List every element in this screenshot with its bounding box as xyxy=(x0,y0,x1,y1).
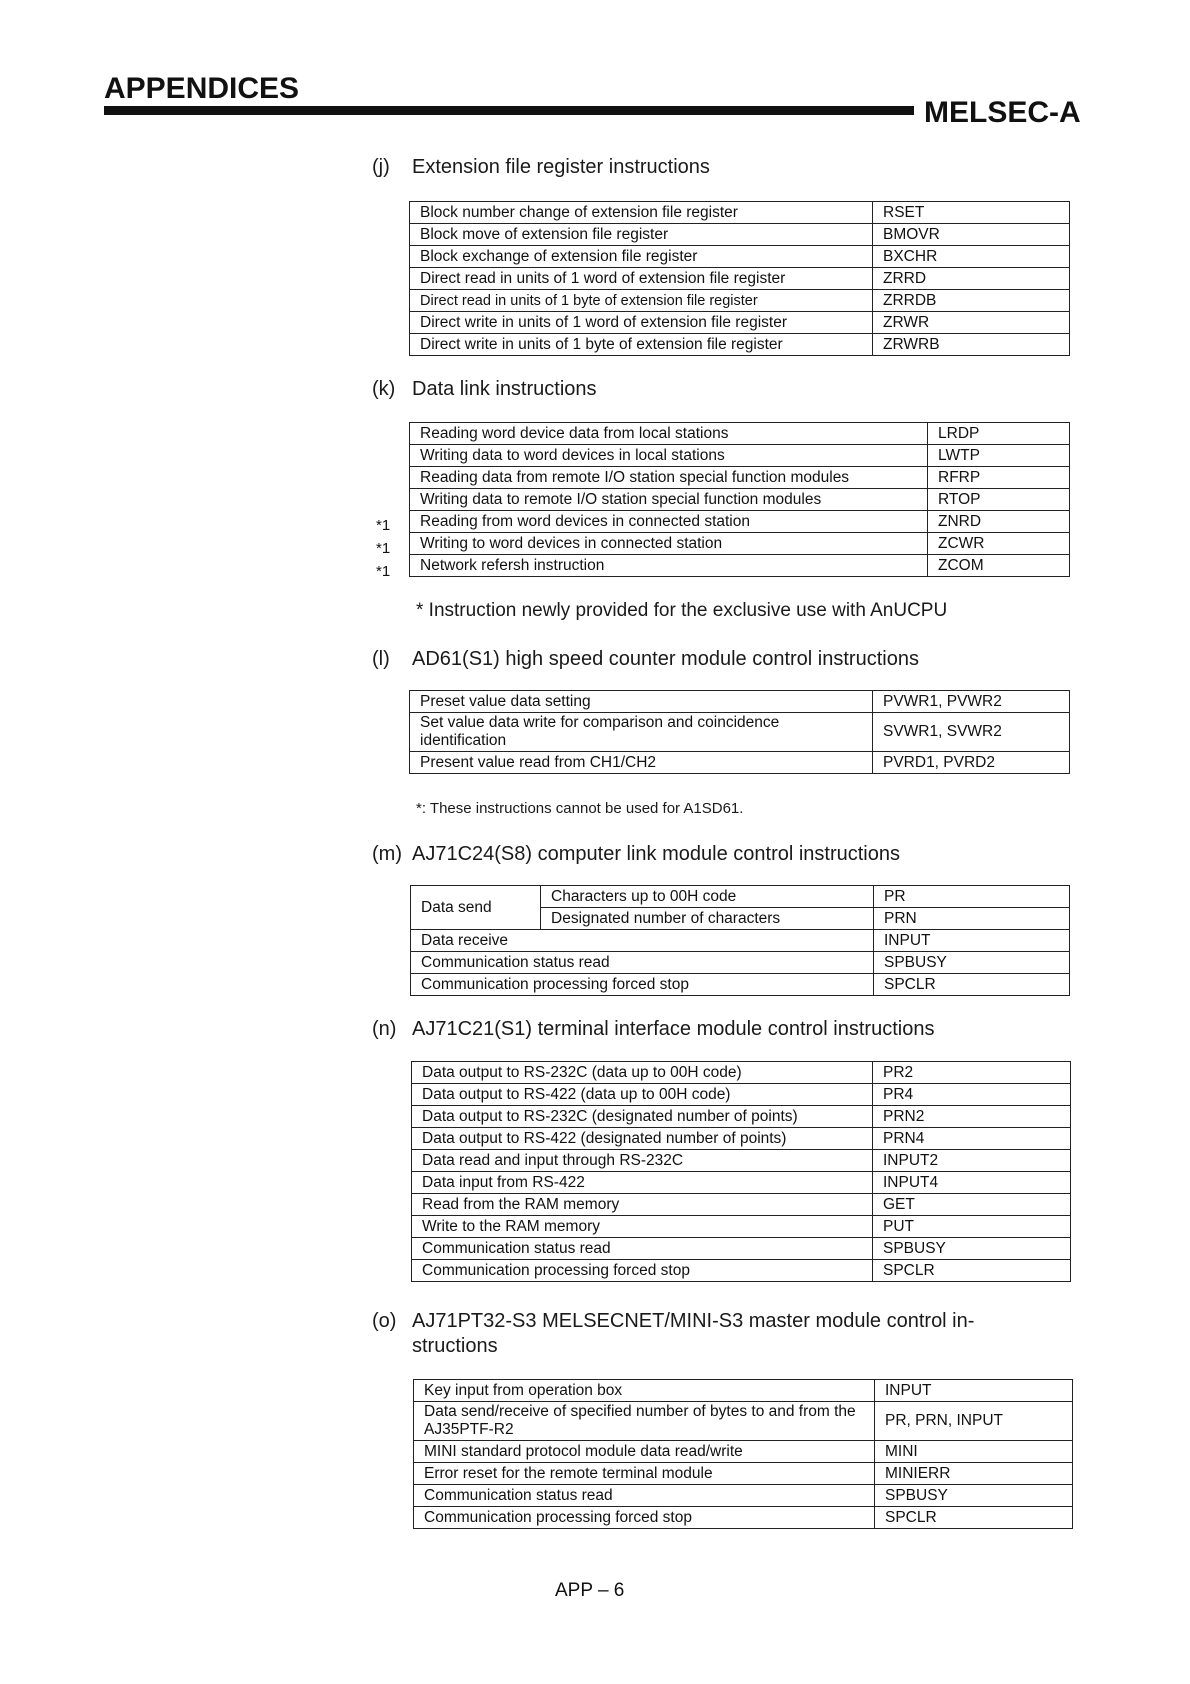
row-desc: Data send/receive of specified number of bytes to and from the AJ35PTF-R2 xyxy=(414,1402,875,1441)
row-desc: Preset value data setting xyxy=(410,691,873,713)
row-code: BMOVR xyxy=(873,224,1070,246)
section-k-heading xyxy=(372,378,597,401)
header-rule xyxy=(104,106,914,115)
row-desc: Communication status read xyxy=(412,1238,873,1260)
table-row xyxy=(410,423,1070,445)
table-row xyxy=(414,1507,1073,1529)
table-row xyxy=(410,752,1070,774)
row-desc: Direct read in units of 1 word of extension file register xyxy=(410,268,873,290)
row-desc: Data output to RS-422 (designated number of points) xyxy=(412,1128,873,1150)
row-code: ZRRD xyxy=(873,268,1070,290)
section-l-title: AD61(S1) high speed counter module control instructions xyxy=(412,648,919,670)
table-l xyxy=(409,690,1070,774)
table-row xyxy=(410,246,1070,268)
row-desc: Communication processing forced stop xyxy=(412,1260,873,1282)
row-desc: Designated number of characters xyxy=(541,908,874,930)
section-o-title-line1: AJ71PT32-S3 MELSECNET/MINI-S3 master module control in- xyxy=(412,1310,975,1332)
row-code: ZCWR xyxy=(928,533,1070,555)
section-m-title: AJ71C24(S8) computer link module control instructions xyxy=(412,843,900,865)
section-j-heading xyxy=(372,156,710,179)
table-row xyxy=(410,489,1070,511)
table-row xyxy=(412,1084,1071,1106)
row-code: MINIERR xyxy=(875,1463,1073,1485)
row-desc: Reading data from remote I/O station special function modules xyxy=(410,467,928,489)
row-code: ZNRD xyxy=(928,511,1070,533)
table-row xyxy=(410,511,1070,533)
table-row xyxy=(410,691,1070,713)
table-j xyxy=(409,201,1070,356)
table-k xyxy=(409,422,1070,577)
row-code: SPCLR xyxy=(874,974,1070,996)
row-code: BXCHR xyxy=(873,246,1070,268)
section-o-label: (o) xyxy=(372,1310,397,1332)
row-desc: Writing data to word devices in local stations xyxy=(410,445,928,467)
row-desc: Communication processing forced stop xyxy=(411,974,874,996)
header-melsec: MELSEC-A xyxy=(924,96,1081,129)
table-row xyxy=(410,202,1070,224)
row-desc: Block move of extension file register xyxy=(410,224,873,246)
row-code: PRN4 xyxy=(873,1128,1071,1150)
row-code: SPCLR xyxy=(873,1260,1071,1282)
row-code: PRN xyxy=(874,908,1070,930)
row-code: SPBUSY xyxy=(873,1238,1071,1260)
row-code: MINI xyxy=(875,1441,1073,1463)
row-desc: Read from the RAM memory xyxy=(412,1194,873,1216)
footnote-mark: *1 xyxy=(376,517,391,534)
table-row xyxy=(410,224,1070,246)
table-row xyxy=(410,334,1070,356)
table-row xyxy=(411,886,1070,908)
table-m xyxy=(410,885,1070,996)
row-desc: Block number change of extension file register xyxy=(410,202,873,224)
row-desc: Key input from operation box xyxy=(414,1380,875,1402)
row-desc: Characters up to 00H code xyxy=(541,886,874,908)
table-row xyxy=(410,268,1070,290)
row-desc: Write to the RAM memory xyxy=(412,1216,873,1238)
page-number: APP – 6 xyxy=(555,1580,625,1601)
footnote-mark: *1 xyxy=(376,563,391,580)
row-desc: Direct read in units of 1 byte of extension file register xyxy=(410,290,873,312)
row-code: ZRWR xyxy=(873,312,1070,334)
table-row xyxy=(412,1106,1071,1128)
row-code: SPBUSY xyxy=(875,1485,1073,1507)
row-code: INPUT4 xyxy=(873,1172,1071,1194)
table-row xyxy=(412,1260,1071,1282)
row-code: PR2 xyxy=(873,1062,1071,1084)
row-desc: Network refersh instruction xyxy=(410,555,928,577)
row-code: ZRRDB xyxy=(873,290,1070,312)
table-row xyxy=(411,952,1070,974)
table-row xyxy=(412,1150,1071,1172)
section-n-heading xyxy=(372,1018,934,1041)
section-j-title: Extension file register instructions xyxy=(412,156,710,178)
row-desc: Data output to RS-422 (data up to 00H code) xyxy=(412,1084,873,1106)
row-code: RTOP xyxy=(928,489,1070,511)
row-desc: Error reset for the remote terminal module xyxy=(414,1463,875,1485)
table-row xyxy=(414,1441,1073,1463)
table-row xyxy=(410,312,1070,334)
row-desc: Direct write in units of 1 byte of extension file register xyxy=(410,334,873,356)
row-desc: Block exchange of extension file register xyxy=(410,246,873,268)
section-k-note: * Instruction newly provided for the exclusive use with AnUCPU xyxy=(416,600,948,621)
section-l-heading xyxy=(372,648,919,671)
row-desc: Reading word device data from local stations xyxy=(410,423,928,445)
section-m-heading xyxy=(372,843,900,866)
header-appendices: APPENDICES xyxy=(104,72,300,105)
row-code: PR xyxy=(874,886,1070,908)
row-desc: Writing data to remote I/O station special function modules xyxy=(410,489,928,511)
row-desc: Present value read from CH1/CH2 xyxy=(410,752,873,774)
table-row xyxy=(411,930,1070,952)
table-row xyxy=(410,555,1070,577)
row-code: PVRD1, PVRD2 xyxy=(873,752,1070,774)
table-row xyxy=(410,713,1070,752)
section-n-label: (n) xyxy=(372,1018,397,1040)
row-desc: MINI standard protocol module data read/write xyxy=(414,1441,875,1463)
table-row xyxy=(410,290,1070,312)
table-row xyxy=(412,1128,1071,1150)
row-code: INPUT xyxy=(874,930,1070,952)
table-row xyxy=(410,533,1070,555)
row-code: SPBUSY xyxy=(874,952,1070,974)
row-code: PR4 xyxy=(873,1084,1071,1106)
row-desc: Data input from RS-422 xyxy=(412,1172,873,1194)
table-row xyxy=(414,1485,1073,1507)
row-desc: Communication processing forced stop xyxy=(414,1507,875,1529)
section-o-title-line2: structions xyxy=(412,1335,498,1357)
table-row xyxy=(410,445,1070,467)
table-o xyxy=(413,1379,1073,1529)
row-code: LRDP xyxy=(928,423,1070,445)
row-code: PR, PRN, INPUT xyxy=(875,1402,1073,1441)
table-row xyxy=(412,1194,1071,1216)
row-desc: Set value data write for comparison and coincidence identification xyxy=(410,713,873,752)
row-desc: Reading from word devices in connected station xyxy=(410,511,928,533)
section-k-label: (k) xyxy=(372,378,396,400)
row-desc: Communication status read xyxy=(414,1485,875,1507)
row-code: ZRWRB xyxy=(873,334,1070,356)
section-l-label: (l) xyxy=(372,648,390,670)
row-code: SVWR1, SVWR2 xyxy=(873,713,1070,752)
row-code: INPUT2 xyxy=(873,1150,1071,1172)
row-group-label: Data send xyxy=(411,886,541,930)
row-code: SPCLR xyxy=(875,1507,1073,1529)
row-desc: Data read and input through RS-232C xyxy=(412,1150,873,1172)
table-row xyxy=(412,1172,1071,1194)
section-m-label: (m) xyxy=(372,843,402,865)
section-o-heading xyxy=(372,1310,974,1333)
footnote-mark: *1 xyxy=(376,540,391,557)
table-row xyxy=(410,467,1070,489)
row-code: ZCOM xyxy=(928,555,1070,577)
section-n-title: AJ71C21(S1) terminal interface module control instructions xyxy=(412,1018,935,1040)
row-code: LWTP xyxy=(928,445,1070,467)
section-j-label: (j) xyxy=(372,156,390,178)
row-code: INPUT xyxy=(875,1380,1073,1402)
table-row xyxy=(412,1216,1071,1238)
row-desc: Direct write in units of 1 word of extension file register xyxy=(410,312,873,334)
table-row xyxy=(412,1238,1071,1260)
row-desc: Data receive xyxy=(411,930,874,952)
row-desc: Data output to RS-232C (data up to 00H code) xyxy=(412,1062,873,1084)
table-row xyxy=(411,974,1070,996)
row-code: PUT xyxy=(873,1216,1071,1238)
section-k-title: Data link instructions xyxy=(412,378,597,400)
row-code: PRN2 xyxy=(873,1106,1071,1128)
table-row xyxy=(414,1402,1073,1441)
table-row xyxy=(414,1463,1073,1485)
section-l-note: *: These instructions cannot be used for A1SD61. xyxy=(416,800,744,817)
row-desc: Communication status read xyxy=(411,952,874,974)
row-code: GET xyxy=(873,1194,1071,1216)
row-code: PVWR1, PVWR2 xyxy=(873,691,1070,713)
row-code: RSET xyxy=(873,202,1070,224)
row-code: RFRP xyxy=(928,467,1070,489)
table-row xyxy=(412,1062,1071,1084)
table-row xyxy=(414,1380,1073,1402)
table-n xyxy=(411,1061,1071,1282)
row-desc: Writing to word devices in connected station xyxy=(410,533,928,555)
row-desc: Data output to RS-232C (designated number of points) xyxy=(412,1106,873,1128)
